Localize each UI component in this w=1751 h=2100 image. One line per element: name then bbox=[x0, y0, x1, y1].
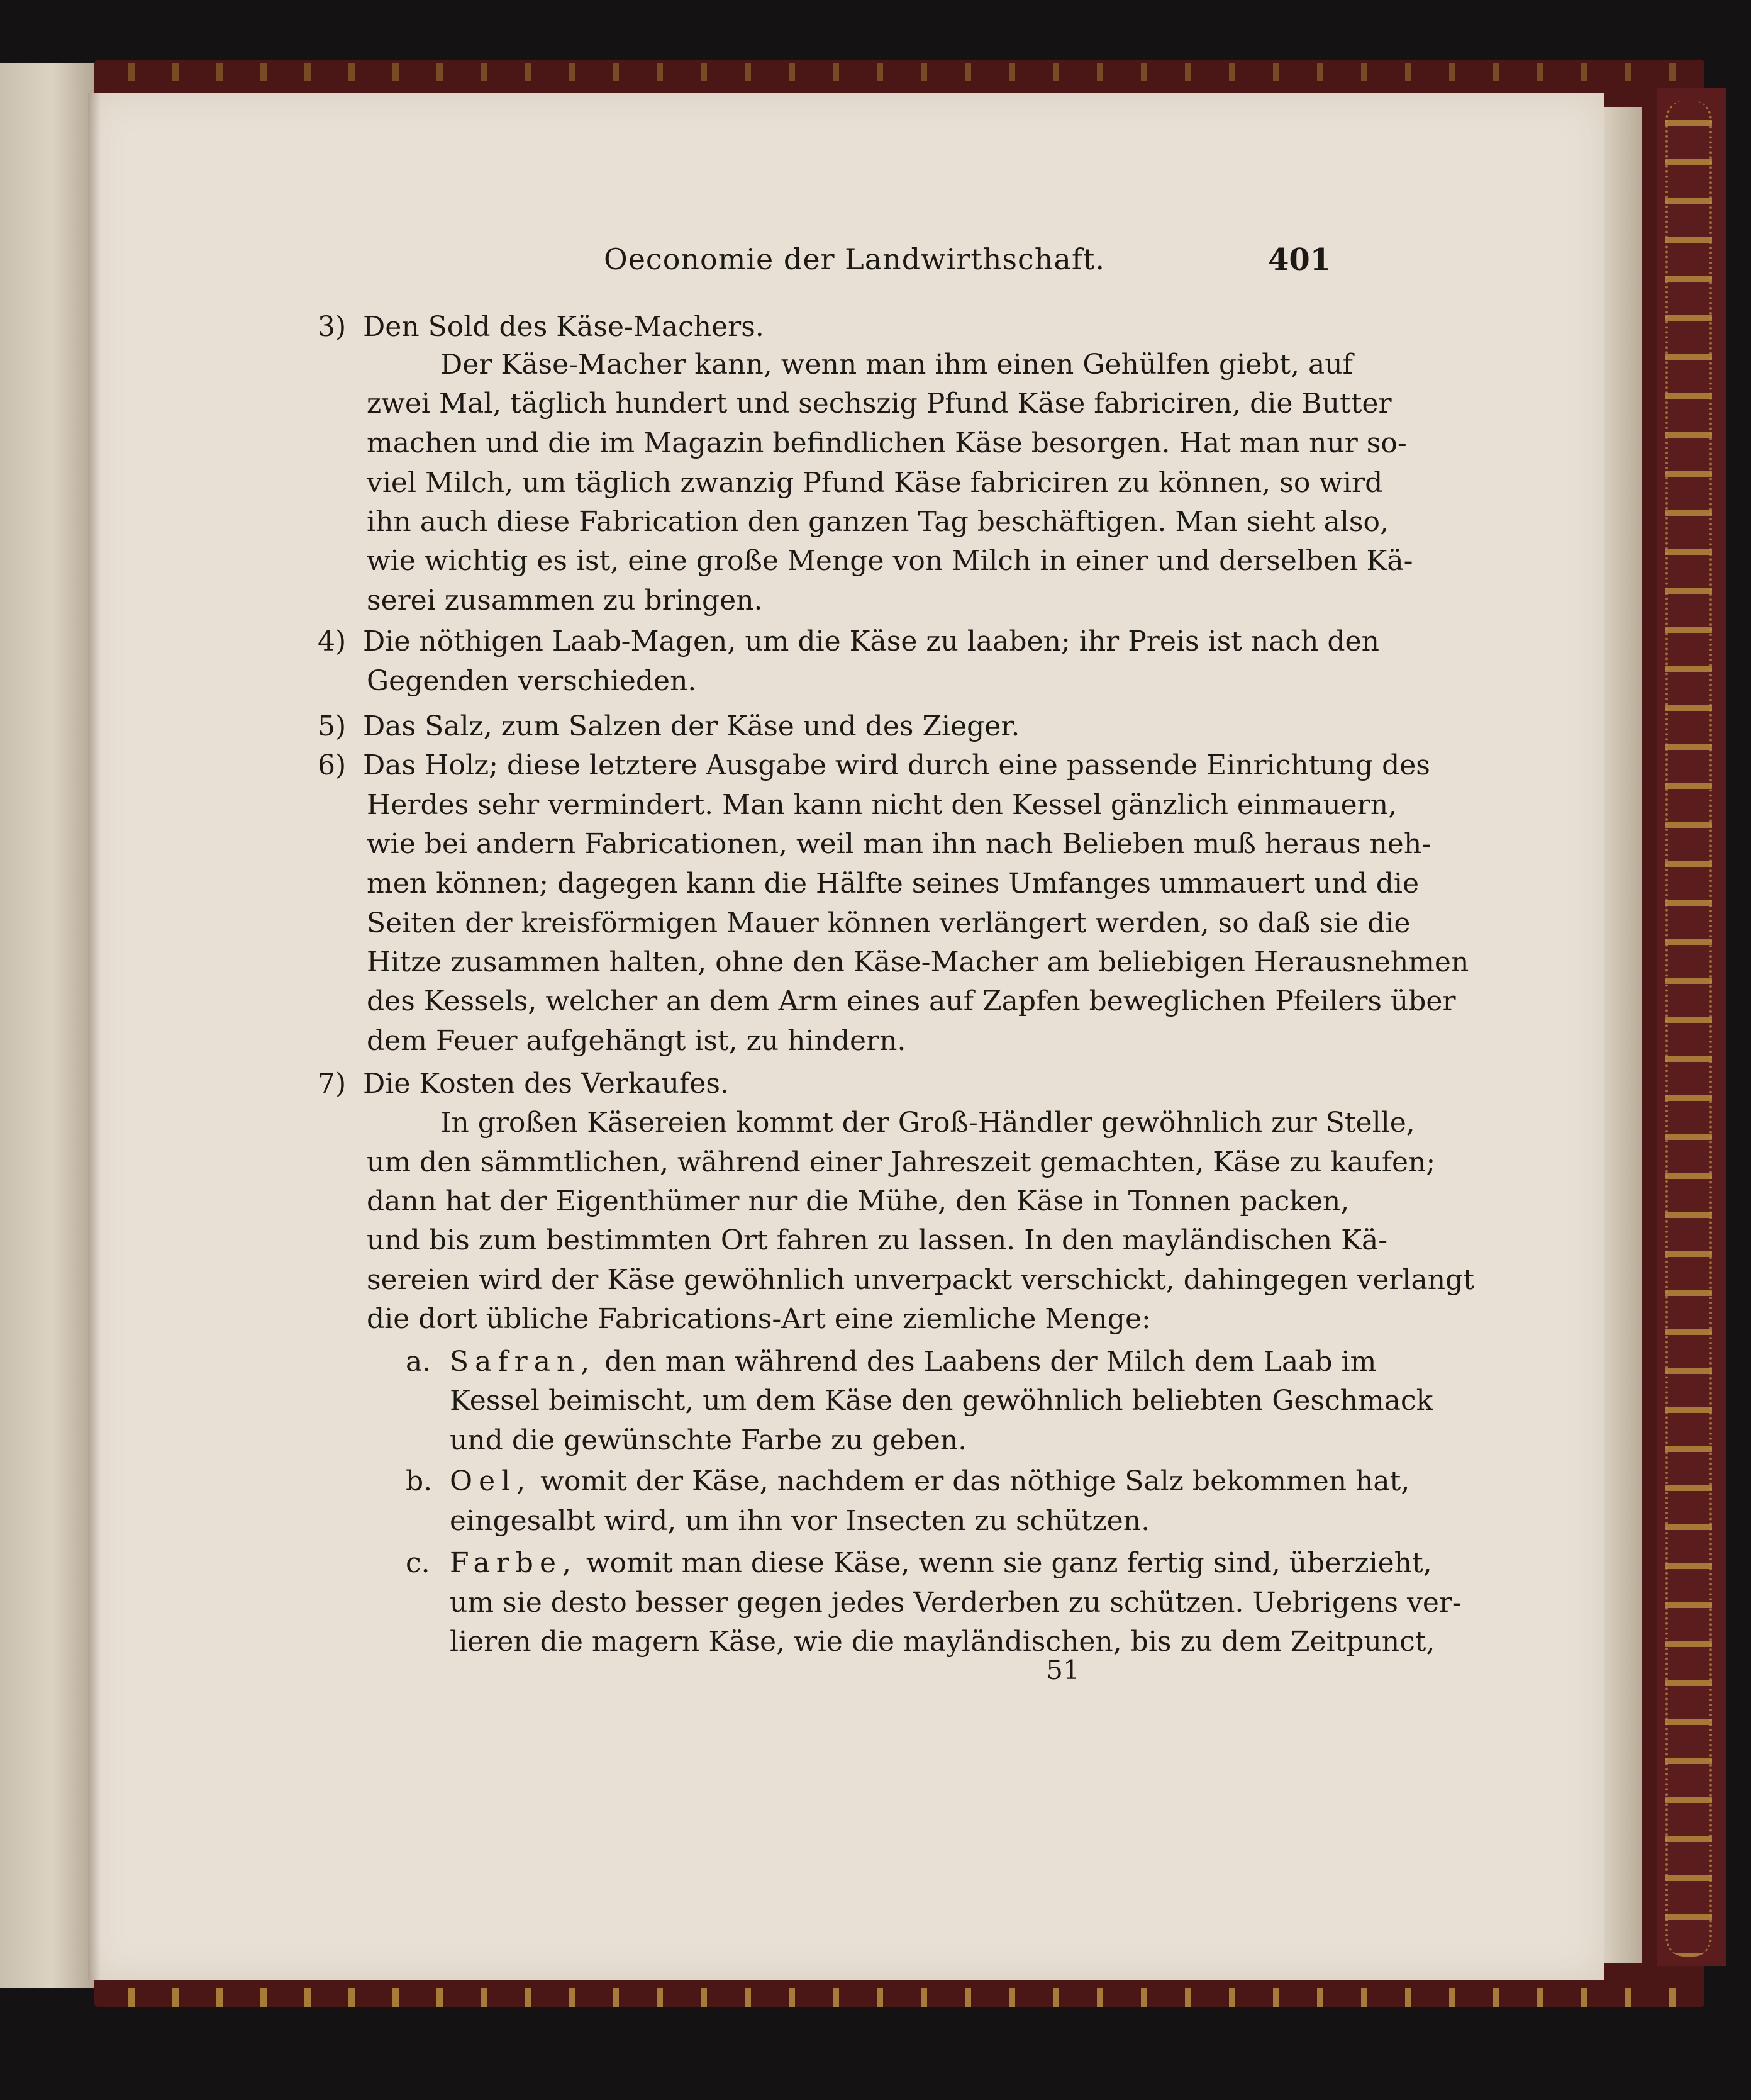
text-line: Die nöthigen Laab-Magen, um die Käse zu laaben; ihr Preis ist nach den bbox=[363, 625, 1379, 657]
item-number: 7) bbox=[318, 1068, 347, 1100]
text-line: sereien wird der Käse gewöhnlich unverpackt verschickt, dahingegen verlangt bbox=[367, 1264, 1474, 1296]
gilt-border-right bbox=[1665, 101, 1712, 1957]
text-line: viel Milch, um täglich zwanzig Pfund Käse fabriciren zu können, so wird bbox=[367, 467, 1383, 499]
item-number: 6) bbox=[318, 749, 347, 781]
item-7-heading bbox=[318, 1065, 729, 1103]
text-line: wie wichtig es ist, eine große Menge von Milch in einer und derselben Kä- bbox=[367, 545, 1413, 577]
gilt-border-bottom bbox=[107, 1988, 1679, 2007]
sub-item-label: a. bbox=[406, 1346, 431, 1378]
sub-item-label: b. bbox=[406, 1465, 433, 1497]
item-number: 4) bbox=[318, 625, 347, 657]
item-title: Den Sold des Käse-Machers. bbox=[363, 311, 764, 343]
text-line: Der Käse-Macher kann, wenn man ihm einen Gehülfen giebt, auf bbox=[440, 349, 1353, 381]
page-stack-edge bbox=[1604, 107, 1642, 1963]
text-line: men können; dagegen kann die Hälfte seines Umfanges ummauert und die bbox=[367, 868, 1419, 900]
item-4 bbox=[318, 623, 1379, 661]
gilt-border-top bbox=[107, 63, 1679, 81]
item-number: 3) bbox=[318, 311, 347, 343]
text-line: des Kessels, welcher an dem Arm eines auf Zapfen beweglichen Pfeilers über bbox=[367, 985, 1456, 1017]
text-line: den man während des Laabens der Milch dem Laab im bbox=[604, 1346, 1377, 1378]
sub-item-term: Safran, bbox=[450, 1346, 596, 1378]
text-line: Das Salz, zum Salzen der Käse und des Zieger. bbox=[363, 710, 1020, 742]
text-line: womit man diese Käse, wenn sie ganz fertig sind, überzieht, bbox=[586, 1547, 1432, 1579]
text-line: Herdes sehr vermindert. Man kann nicht den Kessel gänzlich einmauern, bbox=[367, 789, 1398, 821]
text-line: die dort übliche Fabrications-Art eine ziemliche Menge: bbox=[367, 1303, 1151, 1335]
text-line: lieren die magern Käse, wie die mayländischen, bis zu dem Zeitpunct, bbox=[450, 1626, 1435, 1658]
item-title: Die Kosten des Verkaufes. bbox=[363, 1068, 729, 1100]
text-line: dem Feuer aufgehängt ist, zu hindern. bbox=[367, 1025, 906, 1057]
sub-item-a bbox=[406, 1343, 1377, 1381]
sub-item-c bbox=[406, 1544, 1432, 1582]
item-3-heading bbox=[318, 308, 764, 346]
text-line: Kessel beimischt, um dem Käse den gewöhnlich beliebten Geschmack bbox=[450, 1385, 1433, 1417]
sub-item-term: Oel, bbox=[450, 1465, 532, 1497]
text-line: In großen Käsereien kommt der Groß-Händler gewöhnlich zur Stelle, bbox=[440, 1107, 1415, 1139]
text-line: dann hat der Eigenthümer nur die Mühe, den Käse in Tonnen packen, bbox=[367, 1185, 1350, 1217]
sub-item-label: c. bbox=[406, 1547, 430, 1579]
item-number: 5) bbox=[318, 710, 347, 742]
item-5 bbox=[318, 708, 1020, 746]
text-line: und die gewünschte Farbe zu geben. bbox=[450, 1424, 967, 1456]
sub-item-b bbox=[406, 1463, 1410, 1500]
text-line: eingesalbt wird, um ihn vor Insecten zu schützen. bbox=[450, 1505, 1150, 1537]
text-line: Seiten der kreisförmigen Mauer können verlängert werden, so daß sie die bbox=[367, 907, 1411, 939]
page-number: 401 bbox=[1268, 242, 1331, 277]
text-line: zwei Mal, täglich hundert und sechszig Pfund Käse fabriciren, die Butter bbox=[367, 388, 1392, 420]
sub-item-term: Farbe, bbox=[450, 1547, 577, 1579]
text-line: womit der Käse, nachdem er das nöthige Salz bekommen hat, bbox=[540, 1465, 1410, 1497]
text-line: Das Holz; diese letztere Ausgabe wird durch eine passende Einrichtung des bbox=[363, 749, 1430, 781]
text-line: und bis zum bestimmten Ort fahren zu lassen. In den mayländischen Kä- bbox=[367, 1224, 1388, 1256]
text-line: machen und die im Magazin befindlichen Käse besorgen. Hat man nur so- bbox=[367, 427, 1407, 459]
text-line: Hitze zusammen halten, ohne den Käse-Macher am beliebigen Herausnehmen bbox=[367, 946, 1469, 978]
signature-mark: 51 bbox=[1046, 1655, 1080, 1685]
text-line: Gegenden verschieden. bbox=[367, 665, 697, 697]
running-header: Oeconomie der Landwirthschaft. bbox=[604, 242, 1105, 276]
text-line: wie bei andern Fabricationen, weil man ihn nach Belieben muß heraus neh- bbox=[367, 828, 1431, 860]
text-line: serei zusammen zu bringen. bbox=[367, 584, 763, 617]
text-line: um sie desto besser gegen jedes Verderben zu schützen. Uebrigens ver- bbox=[450, 1587, 1462, 1619]
text-line: um den sämmtlichen, während einer Jahreszeit gemachten, Käse zu kaufen; bbox=[367, 1146, 1436, 1178]
text-line: ihn auch diese Fabrication den ganzen Tag beschäftigen. Man sieht also, bbox=[367, 506, 1389, 538]
page-gutter-shadow bbox=[88, 93, 101, 1980]
item-6 bbox=[318, 747, 1430, 785]
previous-page-edge bbox=[0, 63, 98, 1988]
